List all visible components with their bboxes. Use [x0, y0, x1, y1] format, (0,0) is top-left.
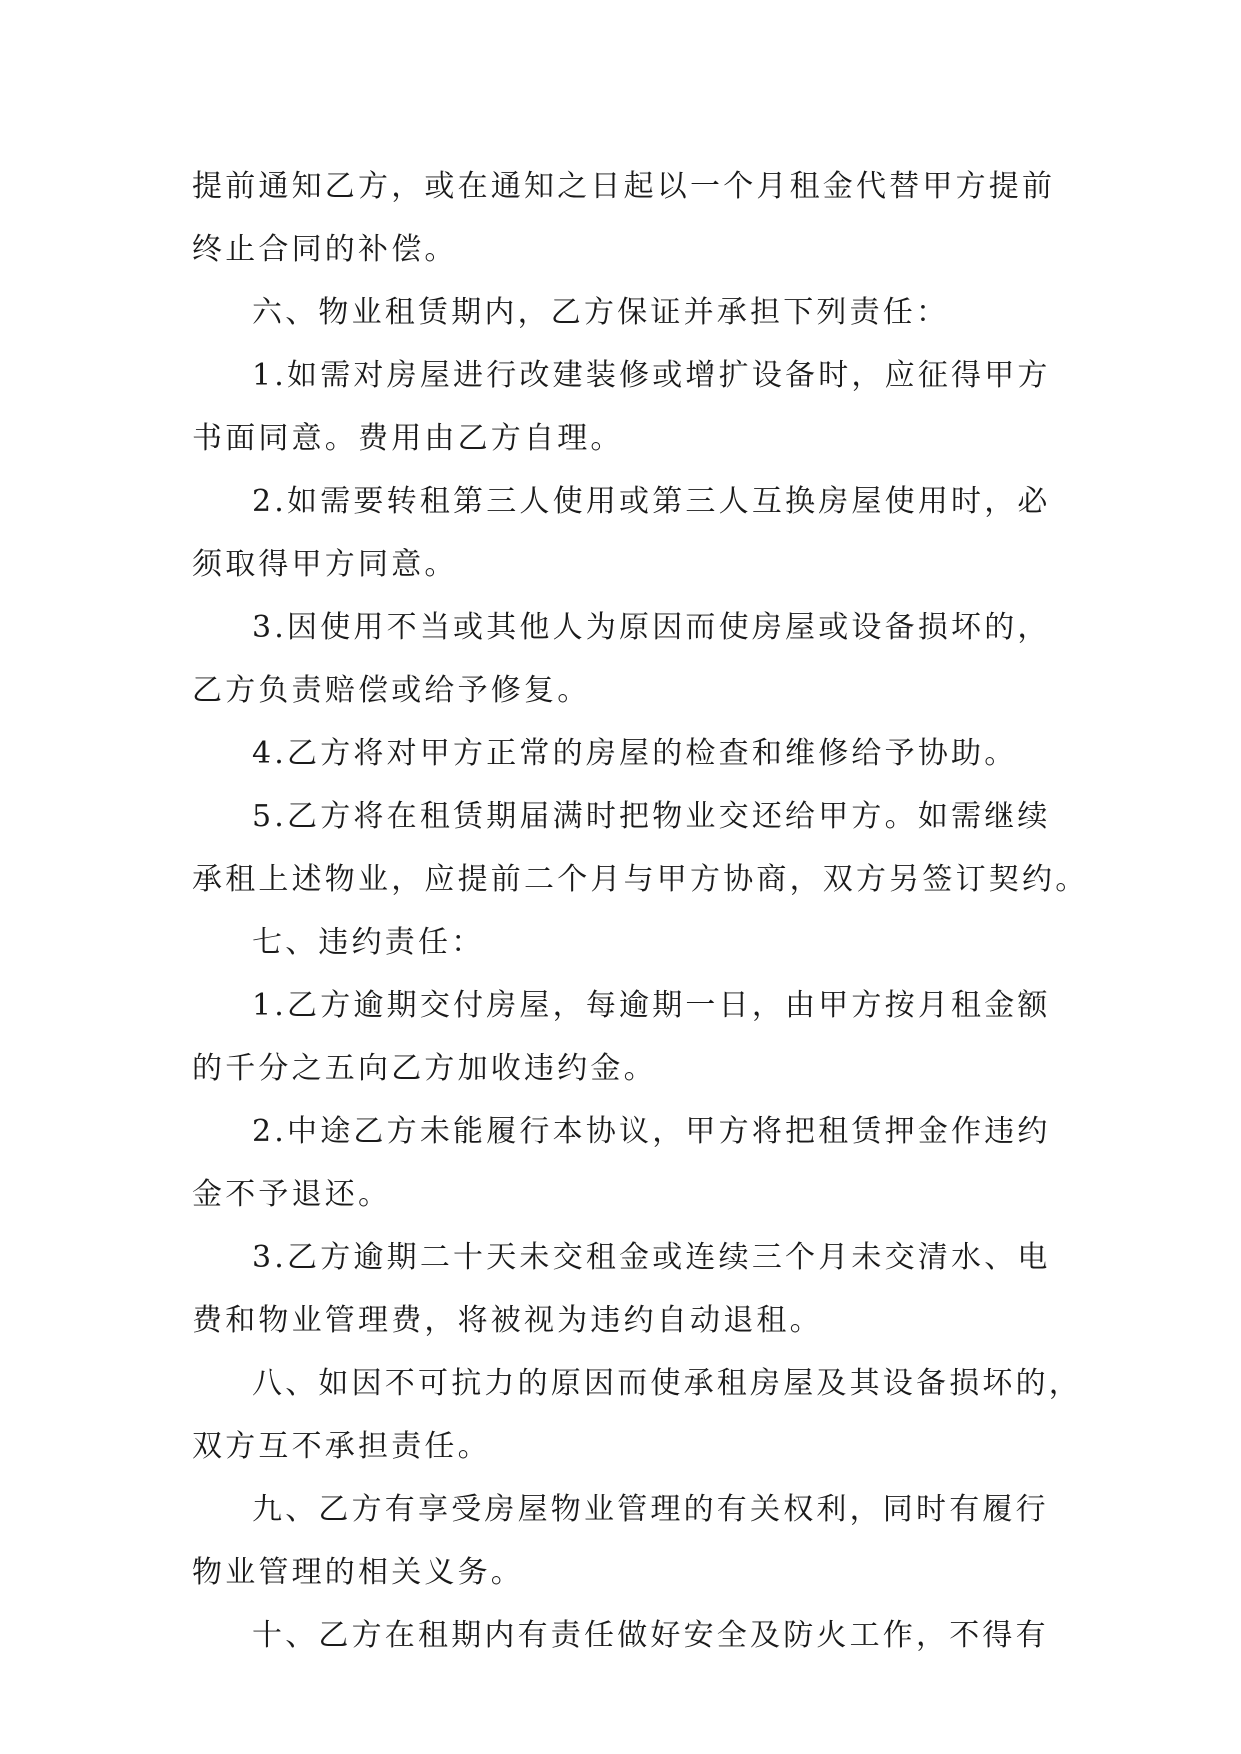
text-line: 5.乙方将在租赁期届满时把物业交还给甲方。如需继续 [252, 799, 1051, 834]
text-line: 承租上述物业，应提前二个月与甲方协商，双方另签订契约。 [192, 862, 1089, 897]
text-line: 六、物业租赁期内，乙方保证并承担下列责任： [252, 295, 950, 330]
text-line: 须取得甲方同意。 [192, 547, 458, 582]
text-line: 九、乙方有享受房屋物业管理的有关权利，同时有履行 [252, 1492, 1049, 1527]
text-line: 金不予退还。 [192, 1177, 392, 1212]
text-line: 双方互不承担责任。 [192, 1429, 491, 1464]
text-line: 书面同意。费用由乙方自理。 [192, 421, 624, 456]
text-line: 乙方负责赔偿或给予修复。 [192, 673, 591, 708]
text-line: 4.乙方将对甲方正常的房屋的检查和维修给予协助。 [252, 736, 1018, 771]
text-line: 十、乙方在租期内有责任做好安全及防火工作，不得有 [252, 1618, 1049, 1653]
text-line: 八、如因不可抗力的原因而使承租房屋及其设备损坏的， [252, 1366, 1082, 1401]
text-line: 3.因使用不当或其他人为原因而使房屋或设备损坏的， [252, 610, 1051, 645]
text-line: 提前通知乙方，或在通知之日起以一个月租金代替甲方提前 [192, 169, 1056, 204]
text-line: 2.如需要转租第三人使用或第三人互换房屋使用时，必 [252, 484, 1051, 519]
text-line: 费和物业管理费，将被视为违约自动退租。 [192, 1303, 823, 1338]
text-line: 1.如需对房屋进行改建装修或增扩设备时，应征得甲方 [252, 358, 1051, 393]
text-line: 2.中途乙方未能履行本协议，甲方将把租赁押金作违约 [252, 1114, 1051, 1149]
text-line: 3.乙方逾期二十天未交租金或连续三个月未交清水、电 [252, 1240, 1051, 1275]
text-line: 终止合同的补偿。 [192, 232, 458, 267]
text-line: 1.乙方逾期交付房屋，每逾期一日，由甲方按月租金额 [252, 988, 1051, 1023]
text-line: 物业管理的相关义务。 [192, 1555, 524, 1590]
document-body [192, 155, 1089, 1667]
text-line: 的千分之五向乙方加收违约金。 [192, 1051, 657, 1086]
text-line: 七、违约责任： [252, 925, 485, 960]
